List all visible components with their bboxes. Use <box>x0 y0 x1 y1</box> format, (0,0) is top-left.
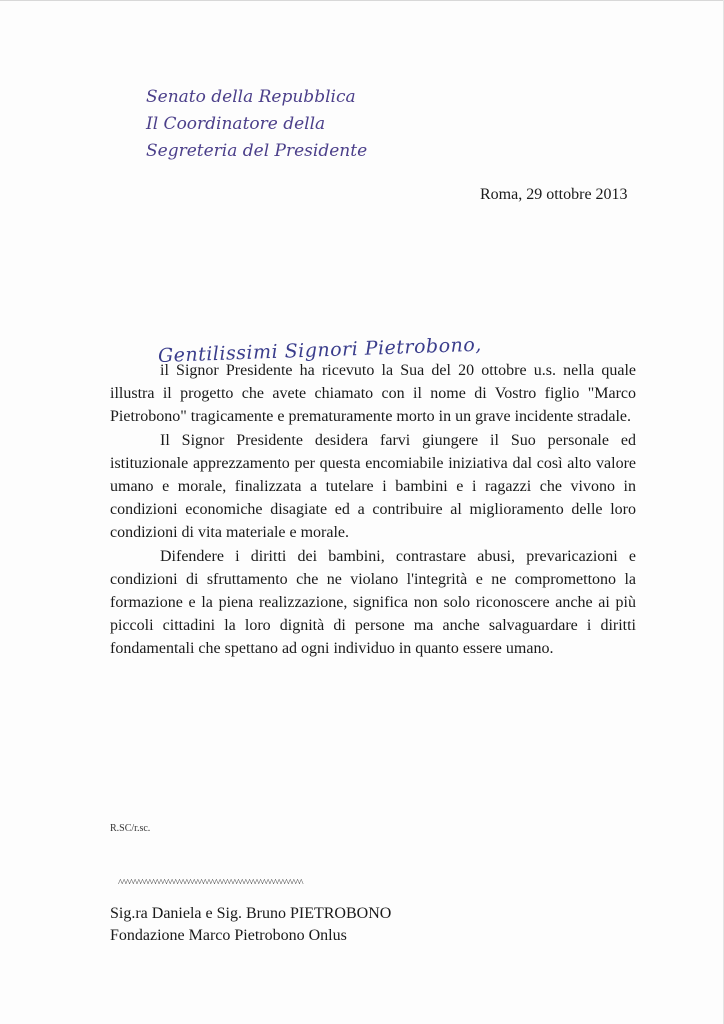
letter-date: Roma, 29 ottobre 2013 <box>480 186 628 203</box>
letterhead <box>146 84 367 165</box>
letterhead-line-1: Senato della Repubblica <box>146 87 356 107</box>
letterhead-line-2: Il Coordinatore della <box>146 114 326 134</box>
handwritten-salutation: Gentilissimi Signori Pietrobono, <box>157 333 483 367</box>
addressee-organization: Fondazione Marco Pietrobono Onlus <box>110 927 347 944</box>
body-paragraph-3: Difendere i diritti dei bambini, contrastare abusi, prevaricazioni e condizioni di sfruttamento che ne violano l'integrità e ne compromettono la formazione e la piena realizzazione, significa non solo riconoscere anche ai più piccoli cittadini la loro dignità di persone ma anche salvaguardare i diritti fondamentali che spettano ad ogni individuo in quanto essere umano. <box>110 547 636 658</box>
reference-code: R.SC/r.sc. <box>110 823 151 834</box>
letter-body <box>110 359 636 661</box>
body-paragraph-1: il Signor Presidente ha ricevuto la Sua del 20 ottobre u.s. nella quale illustra il progetto che avete chiamato con il nome di Vostro figlio "Marco Pietrobono" tragicamente e prematuramente morto in un grave incidente stradale. <box>110 362 636 426</box>
addressee-name: Sig.ra Daniela e Sig. Bruno PIETROBONO <box>110 905 392 922</box>
separator-line: ^^^^^^^^^^^^^^^^^^^^^^^^^^^^^^^^^^^^^^^^^^^^^^^^^^ <box>118 878 303 889</box>
letterhead-line-3: Segreteria del Presidente <box>146 141 368 161</box>
addressee-block <box>110 903 391 947</box>
top-edge-line <box>0 0 724 1</box>
body-paragraph-2: Il Signor Presidente desidera farvi giungere il Suo personale ed istituzionale apprezzamento per questa encomiabile iniziativa dal così alto valore umano e morale, finalizzata a tutelare i bambini e i ragazzi che vivono in condizioni economiche disagiate ed a contribuire al miglioramento delle loro condizioni di vita materiale e morale. <box>110 431 636 542</box>
